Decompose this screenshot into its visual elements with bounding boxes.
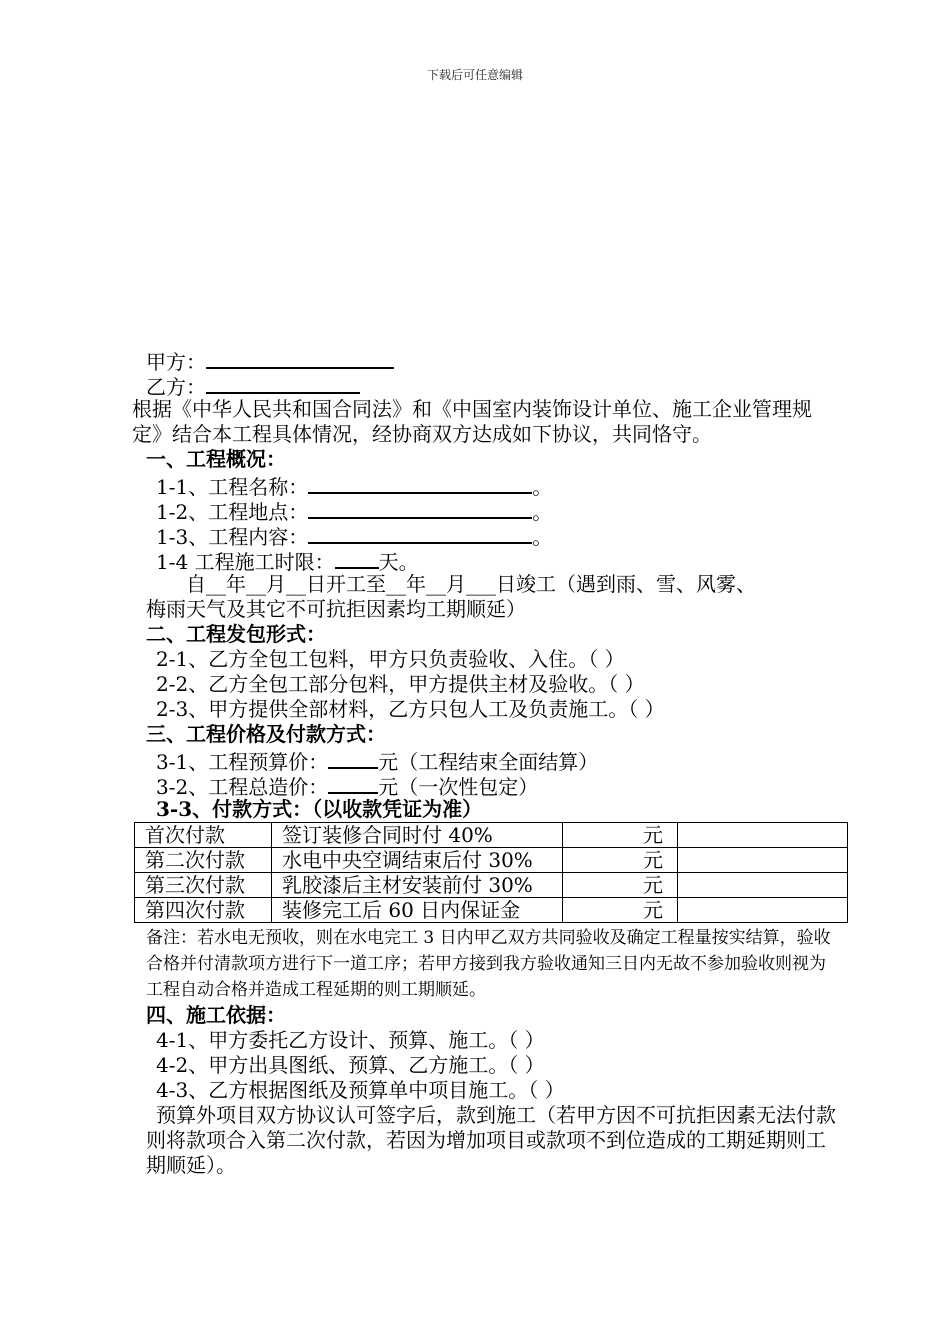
project-name-blank[interactable] [308,472,532,494]
payment-amount-cell[interactable] [678,898,848,923]
table-row [135,898,848,923]
party-a-blank[interactable] [206,347,394,369]
payment-unit: 元 [563,848,678,873]
budget-price-suffix: 元（工程结束全面结算） [378,750,599,774]
party-b-label: 乙方： [146,375,206,399]
construction-basis-option-1: 4-1、甲方委托乙方设计、预算、施工。（ ） [156,1028,545,1052]
period-mark: 。 [532,500,553,524]
extra-items-paragraph: 预算外项目双方协议认可签字后，款到施工（若甲方因不可抗拒因素无法付款则将款项合入第二次付款，若因为增加项目或款项不到位造成的工期延期则工期顺延）。 [146,1103,836,1177]
page-header: 下载后可任意编辑 [426,68,523,82]
payment-table [134,822,848,923]
payment-amount-cell[interactable] [678,873,848,898]
payment-description: 装修完工后 60 日内保证金 [272,898,563,923]
project-period-unit: 天。 [378,550,419,574]
payment-stage: 首次付款 [135,823,272,848]
project-name-label: 1-1、工程名称： [156,475,309,499]
project-content-label: 1-3、工程内容： [156,525,309,549]
project-period-line [146,547,836,572]
party-b-blank[interactable] [206,372,360,394]
project-period-label: 1-4 工程施工时限： [156,550,335,574]
project-dates-line-2: 梅雨天气及其它不可抗拒因素均工期顺延） [146,597,526,621]
contract-form-option-2: 2-2、乙方全包工部分包料，甲方提供主材及验收。（ ） [156,672,645,696]
table-row [135,873,848,898]
total-price-line [146,772,836,797]
payment-description: 签订装修合同时付 40% [272,823,563,848]
budget-price-label: 3-1、工程预算价： [156,750,329,774]
total-price-blank[interactable] [328,772,378,794]
table-row [135,848,848,873]
contract-form-option-1: 2-1、乙方全包工包料，甲方只负责验收、入住。（ ） [156,647,625,671]
payment-stage: 第二次付款 [135,848,272,873]
intro-paragraph: 根据《中华人民共和国合同法》和《中国室内装饰设计单位、施工企业管理规定》结合本工程具体情况，经协商双方达成如下协议，共同恪守。 [132,397,812,446]
construction-basis-option-2: 4-2、甲方出具图纸、预算、乙方施工。（ ） [156,1053,545,1077]
project-location-blank[interactable] [308,497,532,519]
party-a-label: 甲方： [146,350,206,374]
project-location-line [146,497,836,522]
project-dates-line: 自__年__月__日开工至__年__月___日竣工（遇到雨、雪、风雾、 [186,572,756,596]
project-content-blank[interactable] [308,522,532,544]
payment-amount-cell[interactable] [678,848,848,873]
payment-note: 备注：若水电无预收，则在水电完工 3 日内甲乙双方共同验收及确定工程量按实结算，验收合格并付清款项方进行下一道工序；若甲方接到我方验收通知三日内无故不参加验收则视为工程自动合格并造成工程延期的则工期顺延。 [146,928,831,1000]
payment-stage: 第三次付款 [135,873,272,898]
party-a-line [146,347,836,372]
project-name-line [146,472,836,497]
budget-price-line [146,747,836,772]
payment-description: 水电中央空调结束后付 30% [272,848,563,873]
payment-method-title: 3-3、付款方式：（以收款凭证为准） [156,797,483,821]
payment-stage: 第四次付款 [135,898,272,923]
total-price-suffix: 元（一次性包定） [378,775,539,799]
contract-form-option-3: 2-3、甲方提供全部材料，乙方只包人工及负责施工。（ ） [156,697,665,721]
payment-unit: 元 [563,823,678,848]
period-mark: 。 [532,475,553,499]
payment-description: 乳胶漆后主材安装前付 30% [272,873,563,898]
section-2-title: 二、工程发包形式： [146,622,326,646]
section-3-title: 三、工程价格及付款方式： [146,722,386,746]
project-content-line [146,522,836,547]
construction-basis-option-3: 4-3、乙方根据图纸及预算单中项目施工。（ ） [156,1078,565,1102]
contract-body [132,347,836,1178]
party-b-line [146,372,836,397]
period-mark: 。 [532,525,553,549]
section-1-title: 一、工程概况： [146,447,286,471]
payment-unit: 元 [563,873,678,898]
payment-amount-cell[interactable] [678,823,848,848]
payment-unit: 元 [563,898,678,923]
section-4-title: 四、施工依据： [146,1003,286,1027]
total-price-label: 3-2、工程总造价： [156,775,329,799]
table-row [135,823,848,848]
budget-price-blank[interactable] [328,747,378,769]
project-location-label: 1-2、工程地点： [156,500,309,524]
project-period-blank[interactable] [335,547,379,569]
